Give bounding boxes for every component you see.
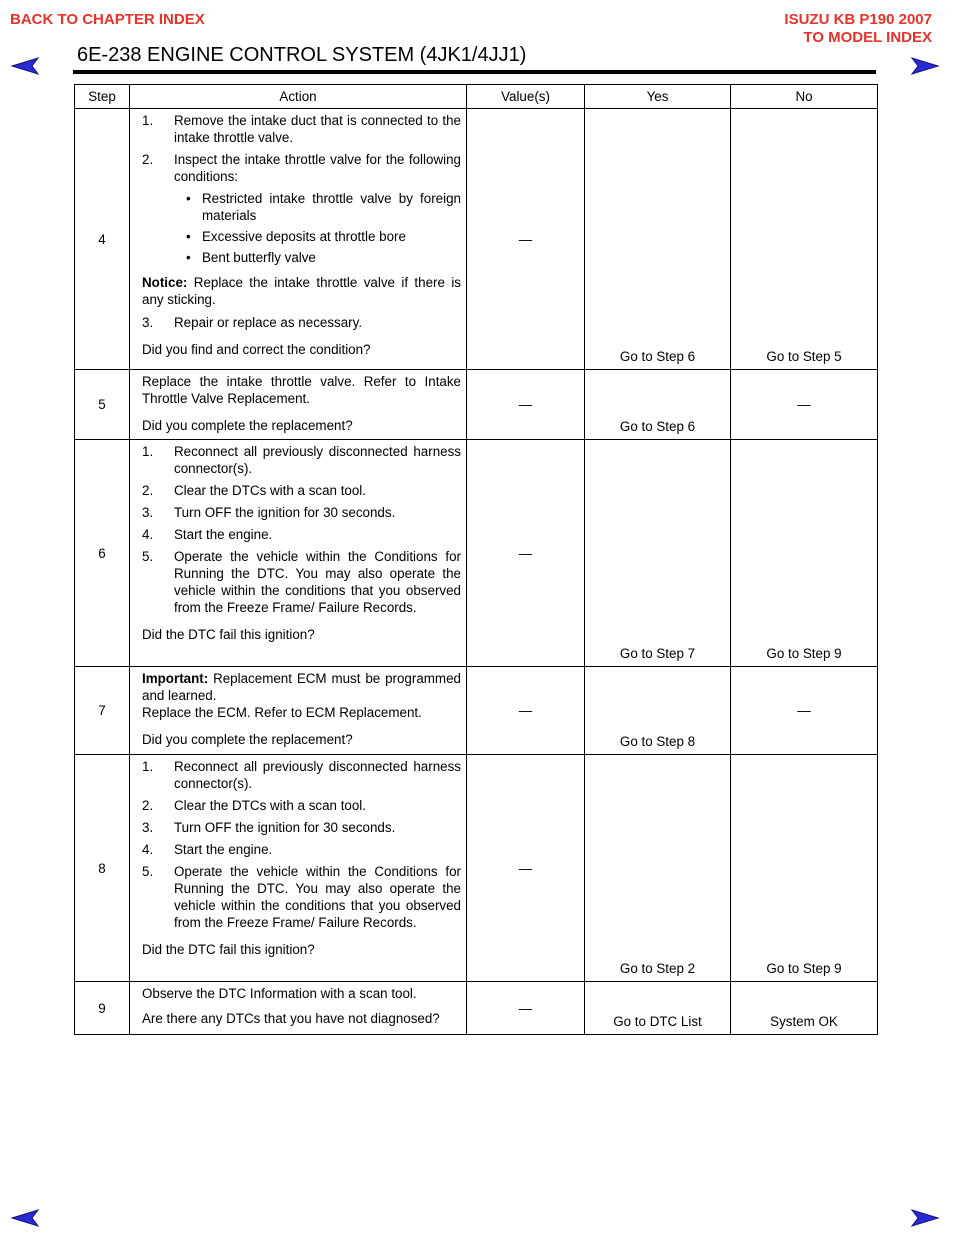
- step-number: 6: [75, 440, 130, 667]
- list-item: 2. Clear the DTCs with a scan tool.: [142, 483, 367, 498]
- to-model-index-link[interactable]: TO MODEL INDEX: [803, 29, 932, 46]
- step-number: 9: [75, 982, 130, 1035]
- question-text: Did the DTC fail this ignition?: [142, 627, 315, 642]
- yes-cell: Go to Step 2: [585, 755, 731, 982]
- list-item: 2. Clear the DTCs with a scan tool.: [142, 798, 367, 813]
- back-to-chapter-index-link[interactable]: BACK TO CHAPTER INDEX: [10, 11, 205, 28]
- prev-page-arrow-icon[interactable]: [10, 56, 40, 76]
- step-number: 7: [75, 667, 130, 755]
- question-text: Did you find and correct the condition?: [142, 342, 371, 357]
- value-cell: —: [467, 440, 585, 667]
- list-item: 3. Turn OFF the ignition for 30 seconds.: [142, 505, 396, 520]
- no-cell: Go to Step 9: [731, 755, 878, 982]
- list-item: 3. Repair or replace as necessary.: [142, 315, 363, 330]
- no-cell: Go to Step 9: [731, 440, 878, 667]
- question-text: Did you complete the replacement?: [142, 418, 353, 433]
- no-cell: System OK: [731, 982, 878, 1035]
- no-cell: —: [731, 370, 878, 440]
- list-item: 5. Operate the vehicle within the Conditions for Running the DTC. You may also operate the vehicle within the conditions that you observed from the Freeze Frame/ Failure Records.: [142, 549, 461, 615]
- question-text: Did you complete the replacement?: [142, 732, 353, 747]
- value-cell: —: [467, 667, 585, 755]
- step-number: 5: [75, 370, 130, 440]
- yes-cell: Go to DTC List: [585, 982, 731, 1035]
- list-item: 1. Reconnect all previously disconnected harness connector(s).: [142, 444, 461, 476]
- col-header-values: Value(s): [467, 85, 585, 109]
- important-text: Important: Replacement ECM must be programmed and learned.: [142, 671, 461, 703]
- yes-cell: Go to Step 6: [585, 370, 731, 440]
- action-cell: [130, 667, 467, 755]
- list-item: 4. Start the engine.: [142, 842, 273, 857]
- bullet-item: • Restricted intake throttle valve by foreign materials: [186, 191, 461, 223]
- page-title: 6E-238 ENGINE CONTROL SYSTEM (4JK1/4JJ1): [77, 44, 527, 66]
- notice-label: Notice:: [142, 275, 188, 290]
- list-item: 4. Start the engine.: [142, 527, 273, 542]
- table-header-row: [75, 85, 878, 109]
- notice-text: Notice: Replace the intake throttle valve if there is any sticking.: [142, 275, 461, 307]
- diagnostic-table: [74, 84, 878, 1035]
- question-text: Did the DTC fail this ignition?: [142, 942, 315, 957]
- model-title-link[interactable]: ISUZU KB P190 2007: [784, 11, 932, 28]
- col-header-step: Step: [75, 85, 130, 109]
- no-cell: Go to Step 5: [731, 109, 878, 370]
- next-page-arrow-bottom-icon[interactable]: [910, 1208, 940, 1228]
- col-header-action: Action: [130, 85, 467, 109]
- col-header-no: No: [731, 85, 878, 109]
- bullet-item: • Bent butterfly valve: [186, 250, 316, 265]
- list-item: 2. Inspect the intake throttle valve for the following conditions:: [142, 152, 461, 184]
- table-row: [75, 667, 878, 755]
- value-cell: —: [467, 109, 585, 370]
- step-number: 8: [75, 755, 130, 982]
- table-row: [75, 440, 878, 667]
- action-cell: [130, 370, 467, 440]
- yes-cell: Go to Step 8: [585, 667, 731, 755]
- action-text: Observe the DTC Information with a scan tool.: [142, 986, 417, 1001]
- yes-cell: Go to Step 6: [585, 109, 731, 370]
- action-cell: [130, 109, 467, 370]
- action-text: Replace the intake throttle valve. Refer to Intake Throttle Valve Replacement.: [142, 374, 461, 406]
- list-item: 1. Reconnect all previously disconnected harness connector(s).: [142, 759, 461, 791]
- value-cell: —: [467, 982, 585, 1035]
- table-row: [75, 755, 878, 982]
- table-row: [75, 109, 878, 370]
- step-number: 4: [75, 109, 130, 370]
- prev-page-arrow-bottom-icon[interactable]: [10, 1208, 40, 1228]
- action-cell: [130, 982, 467, 1035]
- heading-divider: [73, 70, 876, 74]
- important-label: Important:: [142, 671, 209, 686]
- value-cell: —: [467, 755, 585, 982]
- table-row: [75, 370, 878, 440]
- list-item: 3. Turn OFF the ignition for 30 seconds.: [142, 820, 396, 835]
- question-text: Are there any DTCs that you have not diagnosed?: [142, 1011, 440, 1026]
- table-row: [75, 982, 878, 1035]
- no-cell: —: [731, 667, 878, 755]
- list-item: 5. Operate the vehicle within the Conditions for Running the DTC. You may also operate the vehicle within the conditions that you observed from the Freeze Frame/ Failure Records.: [142, 864, 461, 930]
- next-page-arrow-icon[interactable]: [910, 56, 940, 76]
- yes-cell: Go to Step 7: [585, 440, 731, 667]
- col-header-yes: Yes: [585, 85, 731, 109]
- list-item: 1. Remove the intake duct that is connected to the intake throttle valve.: [142, 113, 461, 145]
- value-cell: —: [467, 370, 585, 440]
- action-cell: [130, 755, 467, 982]
- action-cell: [130, 440, 467, 667]
- bullet-item: • Excessive deposits at throttle bore: [186, 229, 406, 244]
- action-text: Replace the ECM. Refer to ECM Replacement.: [142, 705, 422, 720]
